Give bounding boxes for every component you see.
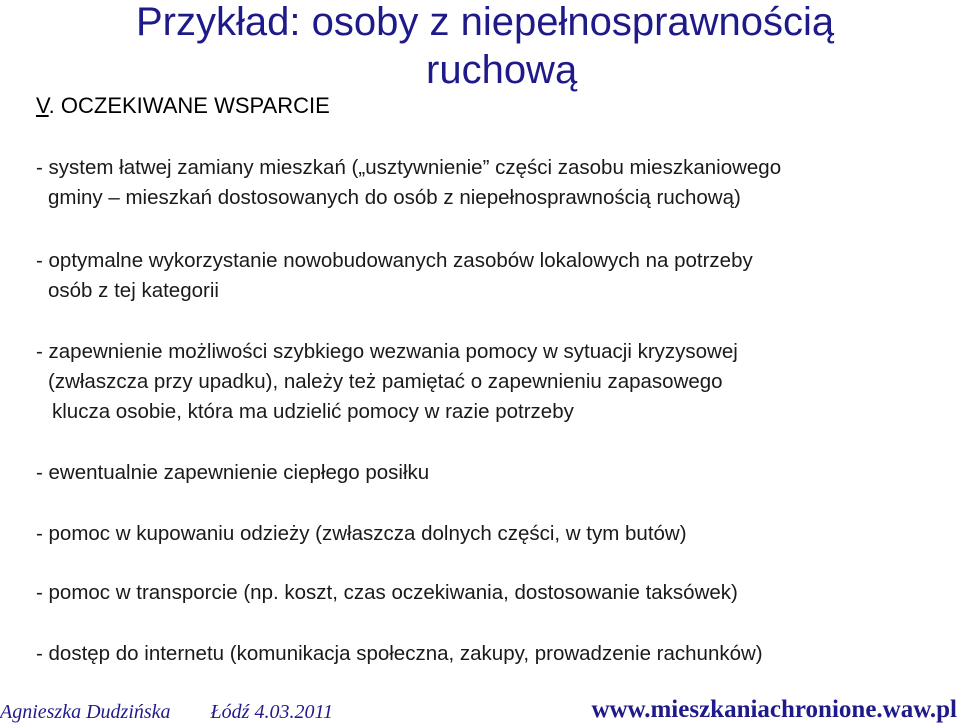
bullet-line: - dostęp do internetu (komunikacja społeczna, zakupy, prowadzenie rachunków) bbox=[36, 642, 763, 665]
footer-author: Agnieszka Dudzińska bbox=[0, 701, 171, 723]
bullet-line: - pomoc w kupowaniu odzieży (zwłaszcza dolnych części, w tym butów) bbox=[36, 522, 687, 545]
bullet-emergency-help bbox=[36, 337, 738, 427]
bullet-line: osób z tej kategorii bbox=[48, 279, 219, 302]
bullet-housing-exchange bbox=[36, 153, 781, 213]
bullet-line: - system łatwej zamiany mieszkań („usztywnienie” części zasobu mieszkaniowego bbox=[36, 156, 782, 179]
bullet-transport bbox=[36, 578, 738, 608]
footer-place-date: Łódź 4.03.2011 bbox=[210, 701, 333, 723]
section-heading bbox=[36, 92, 330, 120]
bullet-line: gminy – mieszkań dostosowanych do osób z niepełnosprawnością ruchową) bbox=[48, 186, 741, 209]
section-title: . OCZEKIWANE WSPARCIE bbox=[48, 93, 330, 118]
bullet-line: (zwłaszcza przy upadku), należy też pamiętać o zapewnieniu zapasowego bbox=[48, 370, 723, 393]
slide-title-line-2: ruchową bbox=[426, 48, 578, 92]
bullet-clothing-shopping bbox=[36, 519, 687, 549]
section-number: V bbox=[36, 93, 49, 118]
footer-website: www.mieszkaniachronione.waw.pl bbox=[591, 696, 957, 723]
bullet-line: - zapewnienie możliwości szybkiego wezwania pomocy w sytuacji kryzysowej bbox=[36, 340, 738, 363]
bullet-new-housing-use bbox=[36, 246, 753, 306]
bullet-warm-meal bbox=[36, 458, 429, 488]
bullet-line: klucza osobie, która ma udzielić pomocy w razie potrzeby bbox=[52, 400, 574, 423]
bullet-line: - pomoc w transporcie (np. koszt, czas oczekiwania, dostosowanie taksówek) bbox=[36, 581, 738, 604]
bullet-internet-access bbox=[36, 639, 763, 669]
footer-author-date bbox=[0, 700, 333, 724]
bullet-line: - ewentualnie zapewnienie ciepłego posiłku bbox=[36, 461, 430, 484]
bullet-line: - optymalne wykorzystanie nowobudowanych zasobów lokalowych na potrzeby bbox=[36, 249, 753, 272]
slide-title-line-1: Przykład: osoby z niepełnosprawnością bbox=[136, 0, 835, 44]
